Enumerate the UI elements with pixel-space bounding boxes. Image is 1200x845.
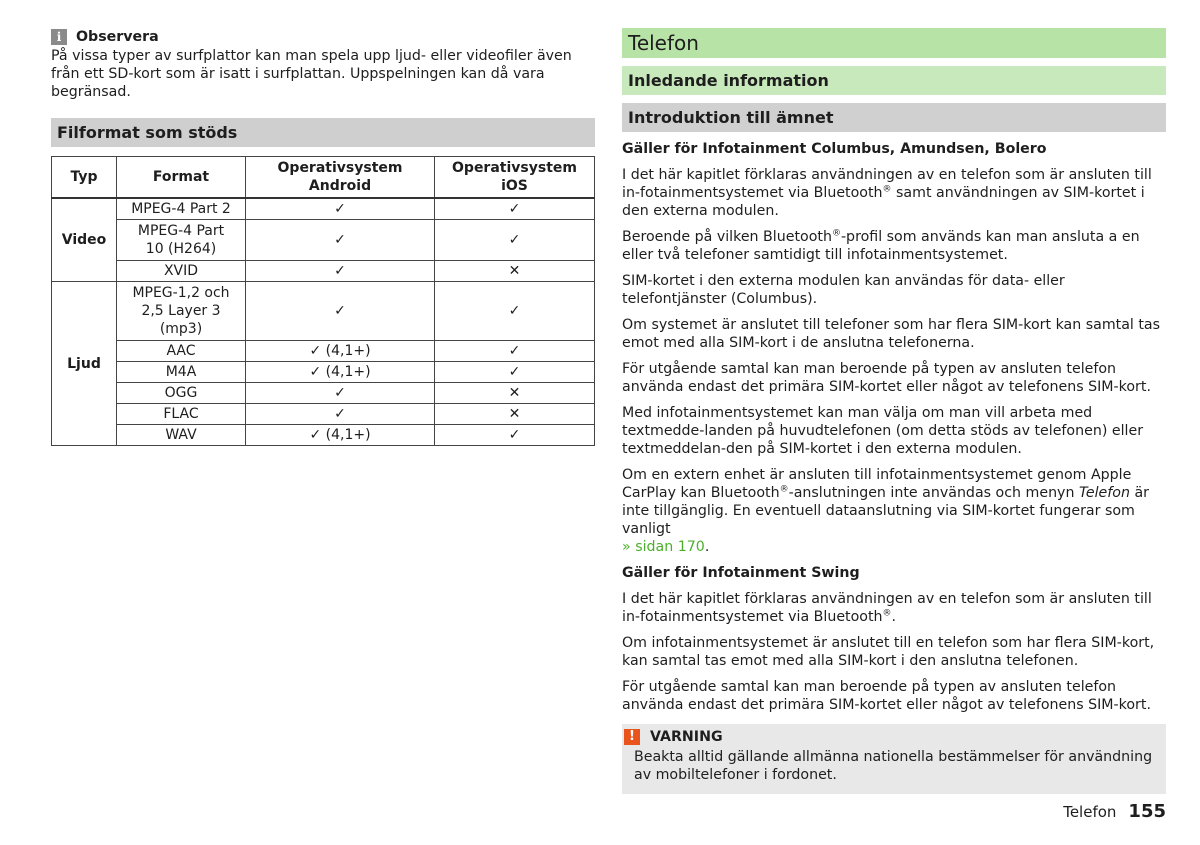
warning-header [624,728,1154,746]
ios-cell: ✓ [435,220,595,261]
applies-to-swing: Gäller för Infotainment Swing [622,565,860,581]
table-row [52,341,595,362]
ios-cell: ✕ [435,383,595,404]
type-cell-video: Video [52,198,117,282]
footer-section: Telefon [1063,803,1117,821]
note-header [51,28,595,46]
android-cell: ✓ (4,1+) [246,425,435,446]
subsection-title: Introduktion till ämnet [622,103,1166,132]
warning-text: Beakta alltid gällande allmänna nationella bestämmelser för användning av mobiltelefoner i fordonet. [634,749,1153,783]
android-cell: ✓ [246,220,435,261]
page-link[interactable]: » sidan 170 [622,539,705,555]
android-cell: ✓ (4,1+) [246,362,435,383]
table-row [52,383,595,404]
format-cell: WAV [117,425,246,446]
table-row [52,198,595,220]
left-column [51,28,595,446]
android-cell: ✓ [246,383,435,404]
chapter-title: Telefon [622,28,1166,58]
paragraph-profile: Beroende på vilken Bluetooth®-profil som används kan man ansluta a en eller två telefoner samtidigt till infotainmentsystemet. [622,228,1140,263]
android-cell: ✓ [246,282,435,341]
table-row [52,282,595,341]
table-row [52,220,595,261]
header-format: Format [117,157,246,199]
format-cell: FLAC [117,404,246,425]
paragraph-intro: I det här kapitlet förklaras användningen av en telefon som är ansluten till in-fotainmentsystemet via Bluetooth® samt användningen av SIM-kortet i den externa modulen. [622,167,1152,219]
page-number: 155 [1128,801,1166,822]
warning-box [622,724,1166,794]
table-row [52,404,595,425]
paragraph-multi-sim: Om systemet är anslutet till telefoner som har flera SIM-kort kan samtal tas emot med alla SIM-kort i de anslutna telefonerna. [622,317,1161,351]
warning-icon: ! [624,729,640,745]
paragraph-sim: SIM-kortet i den externa modulen kan användas för data- eller telefontjänster (Columbus). [622,273,1065,307]
paragraph-outgoing: För utgående samtal kan man beroende på typen av ansluten telefon använda endast det primära SIM-kortet eller något av telefonens SIM-kort. [622,361,1151,395]
ios-cell: ✓ [435,362,595,383]
info-icon: i [51,29,67,45]
format-cell: XVID [117,261,246,282]
ios-cell: ✓ [435,341,595,362]
section-title: Inledande information [622,66,1166,95]
header-ios: Operativsystem iOS [435,157,595,199]
note-text: På vissa typer av surfplattor kan man spela upp ljud- eller videofiler även från ett SD-kort som är isatt i surfplattan. Uppspelningen kan då vara begränsad. [51,48,572,100]
ios-cell: ✕ [435,404,595,425]
ios-cell: ✓ [435,198,595,220]
android-cell: ✓ [246,198,435,220]
format-cell: AAC [117,341,246,362]
header-android: Operativsystem Android [246,157,435,199]
format-cell: MPEG-4 Part 2 [117,198,246,220]
format-cell: MPEG-1,2 och 2,5 Layer 3 (mp3) [117,282,246,341]
paragraph-swing-multi-sim: Om infotainmentsystemet är anslutet till en telefon som har flera SIM-kort, kan samtal tas emot med alla SIM-kort i den anslutna telefonen. [622,635,1155,669]
table-row [52,425,595,446]
table-row [52,362,595,383]
ios-cell: ✓ [435,282,595,341]
paragraph-sms: Med infotainmentsystemet kan man välja om man vill arbeta med textmedde-landen på huvudtelefonen (om detta stöds av telefonen) eller textmeddelan-den på SIM-kortet i den externa modulen. [622,405,1144,457]
note-title: Observera [76,29,159,45]
table-header-row [52,157,595,199]
table-row [52,261,595,282]
format-cell: OGG [117,383,246,404]
android-cell: ✓ (4,1+) [246,341,435,362]
android-cell: ✓ [246,261,435,282]
android-cell: ✓ [246,404,435,425]
warning-title: VARNING [650,729,723,745]
page-footer [1063,803,1166,821]
format-cell: MPEG-4 Part 10 (H264) [117,220,246,261]
supported-formats-heading: Filformat som stöds [51,118,595,147]
format-cell: M4A [117,362,246,383]
right-column [622,28,1166,794]
applies-to-columbus: Gäller för Infotainment Columbus, Amundsen, Bolero [622,141,1047,157]
ios-cell: ✕ [435,261,595,282]
ios-cell: ✓ [435,425,595,446]
paragraph-carplay: Om en extern enhet är ansluten till infotainmentsystemet genom Apple CarPlay kan Bluetooth®-anslutningen inte användas och menyn Telefon är inte tillgänglig. En eventuell dataanslutning via SIM-kortet fungerar som vanligt » sidan 170. [622,467,1149,555]
paragraph-swing-intro: I det här kapitlet förklaras användningen av en telefon som är ansluten till in-fotainmentsystemet via Bluetooth®. [622,591,1152,625]
header-type: Typ [52,157,117,199]
type-cell-audio: Ljud [52,282,117,446]
paragraph-swing-outgoing: För utgående samtal kan man beroende på typen av ansluten telefon använda endast det primära SIM-kortet eller något av telefonens SIM-kort. [622,679,1151,713]
format-table [51,156,595,446]
